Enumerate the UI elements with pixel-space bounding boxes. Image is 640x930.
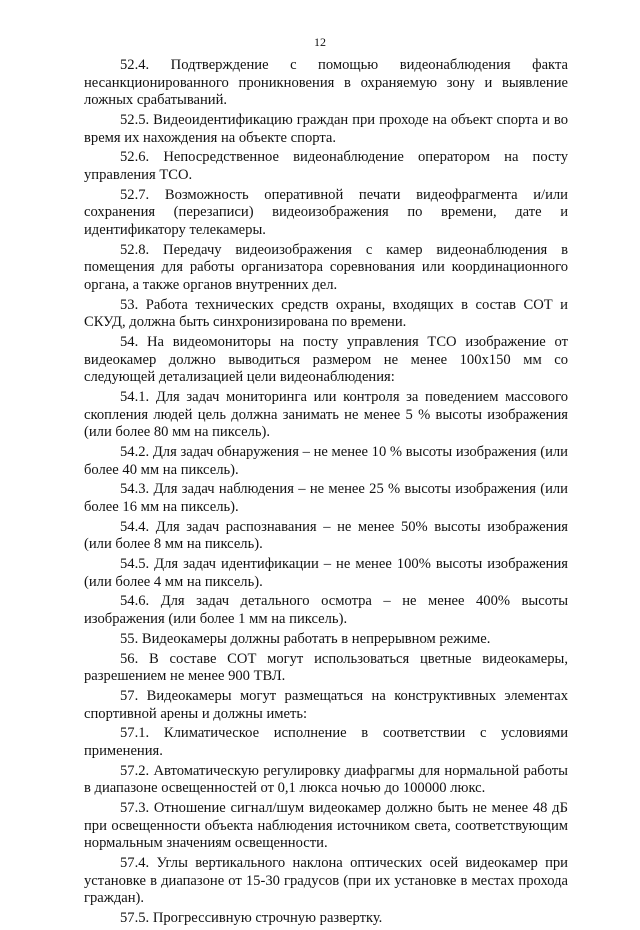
paragraph-52-5: 52.5. Видеоидентификацию граждан при проходе на объект спорта и во время их нахождения на объекте спорта. [84, 111, 568, 146]
paragraph-53: 53. Работа технических средств охраны, входящих в состав СОТ и СКУД, должна быть синхронизирована по времени. [84, 296, 568, 331]
paragraph-54-2: 54.2. Для задач обнаружения – не менее 10 % высоты изображения (или более 40 мм на пиксель). [84, 443, 568, 478]
paragraph-52-6: 52.6. Непосредственное видеонаблюдение оператором на посту управления ТСО. [84, 149, 568, 183]
paragraph-55: 55. Видеокамеры должны работать в непрерывном режиме. [120, 630, 491, 647]
paragraph-57: 57. Видеокамеры могут размещаться на конструктивных элементах спортивной арены и должны иметь: [84, 688, 568, 722]
paragraph-54-3: 54.3. Для задач наблюдения – не менее 25 % высоты изображения (или более 16 мм на пиксель). [84, 481, 568, 515]
paragraph-54: 54. На видеомониторы на посту управления ТСО изображение от видеокамер должно выводиться размером не менее 100х150 мм со следующей детализацией цели видеонаблюдения: [84, 334, 568, 386]
paragraph-57-1: 57.1. Климатическое исполнение в соответствии с условиями применения. [84, 725, 568, 759]
document-body [84, 57, 568, 930]
paragraph-52-7: 52.7. Возможность оперативной печати видеофрагмента и/или сохранения (перезаписи) видеоизображения по времени, дате и идентификатору телекамеры. [84, 186, 568, 238]
paragraph-52-8: 52.8. Передачу видеоизображения с камер видеонаблюдения в помещения для работы организатора соревнования или координационного органа, а также органов внутренних дел. [84, 241, 568, 293]
paragraph-52-4: 52.4. Подтверждение с помощью видеонаблюдения факта несанкционированного проникновения в охраняемую зону и выявление ложных срабатываний. [84, 57, 568, 109]
paragraph-56: 56. В составе СОТ могут использоваться цветные видеокамеры, разрешением не менее 900 ТВЛ. [84, 650, 568, 685]
paragraph-54-5: 54.5. Для задач идентификации – не менее 100% высоты изображения (или более 4 мм на пиксель). [84, 556, 568, 590]
paragraph-57-2: 57.2. Автоматическую регулировку диафрагмы для нормальной работы в диапазоне освещенностей от 0,1 люкса ночью до 100000 люкс. [84, 762, 568, 797]
paragraph-57-5: 57.5. Прогрессивную строчную развертку. [120, 910, 383, 927]
paragraph-54-1: 54.1. Для задач мониторинга или контроля за поведением массового скопления людей цель должна занимать не менее 5 % высоты изображения (или более 80 мм на пиксель). [84, 389, 568, 441]
paragraph-54-4: 54.4. Для задач распознавания – не менее 50% высоты изображения (или более 8 мм на пиксель). [84, 518, 568, 553]
paragraph-57-3: 57.3. Отношение сигнал/шум видеокамер должно быть не менее 48 дБ при освещенности объекта наблюдения источником света, соответствующим нормальным значениям освещенности. [84, 800, 568, 852]
paragraph-57-4: 57.4. Углы вертикального наклона оптических осей видеокамер при установке в диапазоне от 15-30 градусов (при их установке в местах прохода граждан). [84, 855, 568, 907]
page-number: 12 [314, 35, 326, 49]
paragraph-54-6: 54.6. Для задач детального осмотра – не менее 400% высоты изображения (или более 1 мм на пиксель). [84, 593, 568, 628]
